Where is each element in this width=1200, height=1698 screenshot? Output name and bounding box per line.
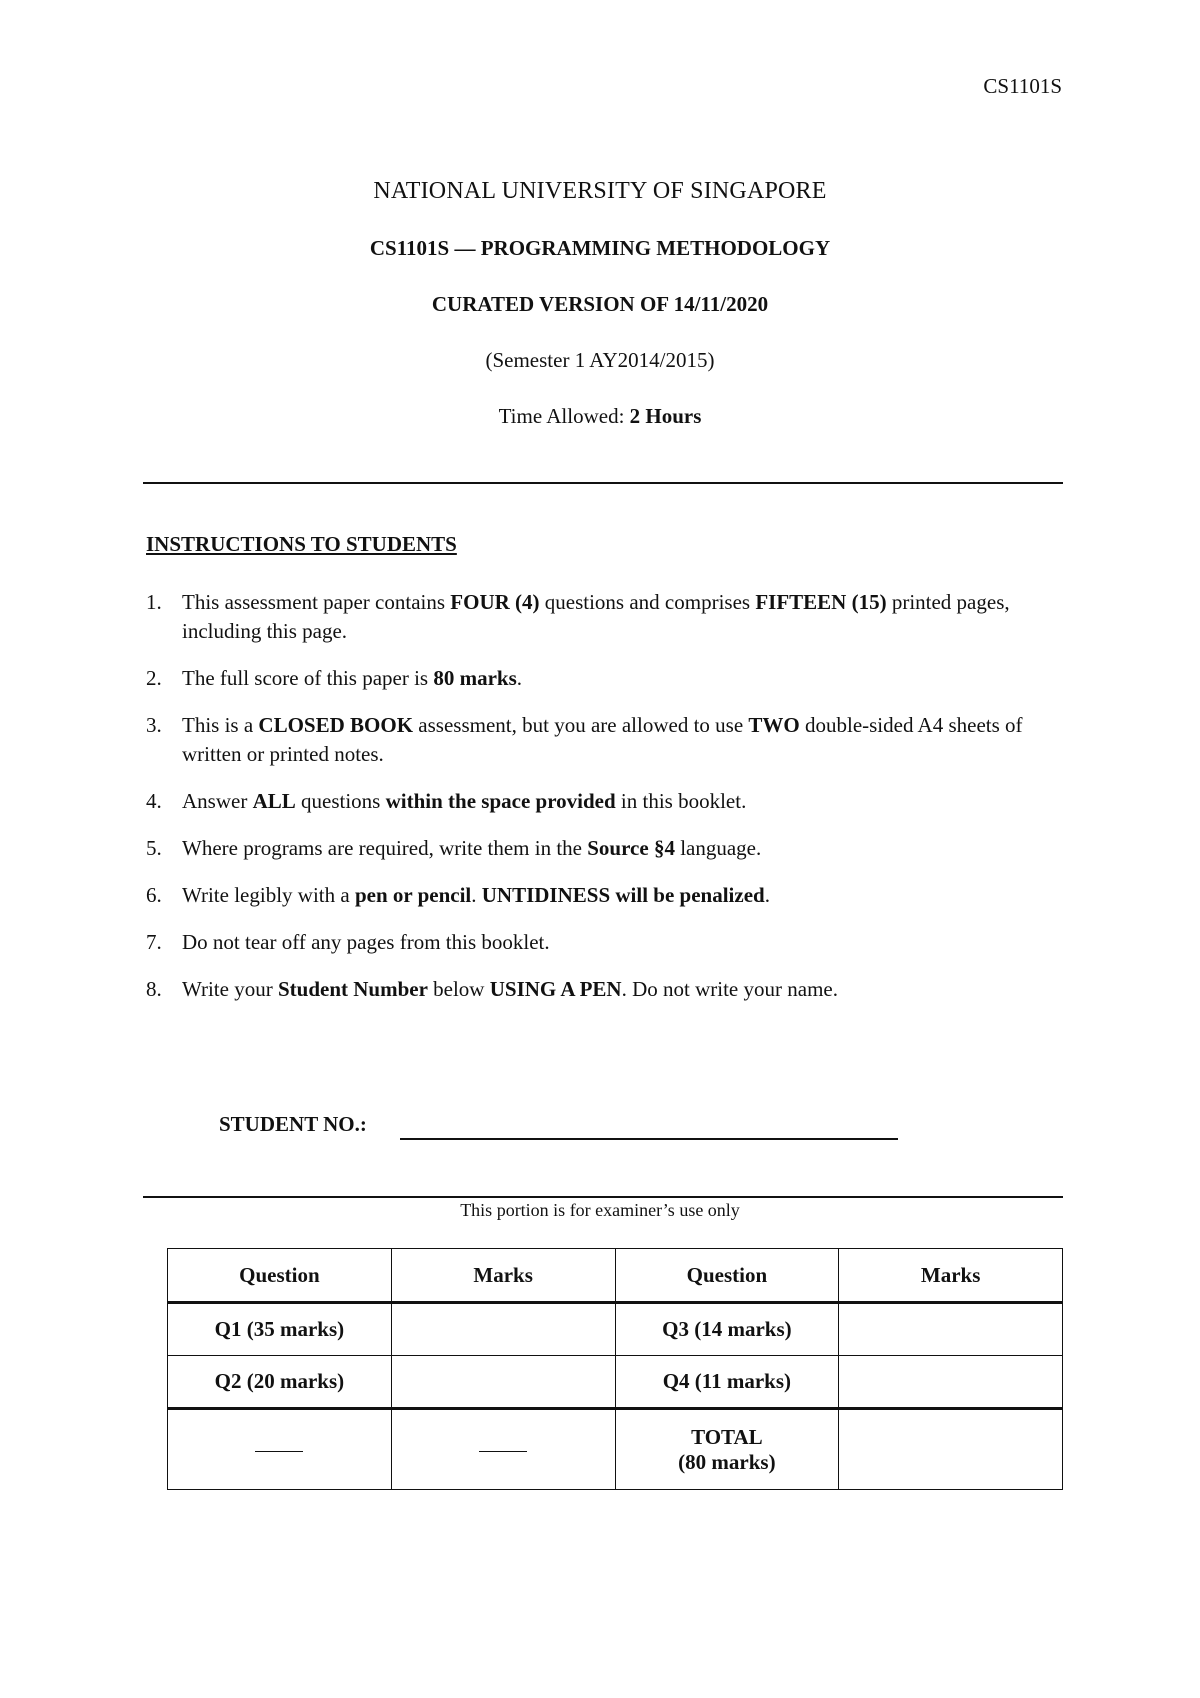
instruction-fragment: Do not tear off any pages from this booklet. — [182, 930, 550, 954]
instruction-fragment: This assessment paper contains — [182, 590, 451, 614]
question-cell: Q3 (14 marks) — [615, 1303, 839, 1356]
instruction-text — [182, 713, 1023, 766]
instruction-text — [182, 666, 522, 690]
total-row — [168, 1409, 1063, 1490]
marks-cell[interactable] — [839, 1356, 1063, 1409]
instruction-text — [182, 836, 761, 860]
instruction-number: 2. — [146, 666, 162, 690]
instruction-number: 3. — [146, 713, 162, 737]
instruction-number: 1. — [146, 590, 162, 614]
question-cell: Q2 (20 marks) — [168, 1356, 392, 1409]
instruction-number: 4. — [146, 789, 162, 813]
instruction-item — [146, 588, 1066, 646]
table-row — [168, 1303, 1063, 1356]
instruction-text — [182, 883, 770, 907]
dash-mark — [255, 1451, 303, 1452]
header-cell: Question — [168, 1249, 392, 1303]
marks-cell[interactable] — [839, 1303, 1063, 1356]
instruction-number: 7. — [146, 930, 162, 954]
instruction-fragment: . Do not write your name. — [621, 977, 838, 1001]
instruction-fragment: questions — [295, 789, 386, 813]
course-title: CS1101S — PROGRAMMING METHODOLOGY — [369, 236, 831, 260]
instruction-emphasis: USING A PEN — [489, 977, 622, 1001]
instruction-item — [146, 834, 1066, 863]
student-number-field[interactable] — [400, 1138, 898, 1140]
instructions-heading: INSTRUCTIONS TO STUDENTS — [146, 532, 457, 556]
instruction-fragment: This is a — [182, 713, 259, 737]
instruction-item — [146, 881, 1066, 910]
instruction-emphasis: Student Number — [277, 977, 428, 1001]
total-label: TOTAL — [691, 1424, 763, 1449]
divider — [143, 1196, 1063, 1198]
instruction-fragment: assessment, but you are allowed to use — [413, 713, 749, 737]
instruction-fragment: questions and comprises — [539, 590, 756, 614]
header-cell: Question — [615, 1249, 839, 1303]
marks-cell[interactable] — [391, 1356, 615, 1409]
instruction-item — [146, 928, 1066, 957]
instruction-fragment: Where programs are required, write them in the — [182, 836, 588, 860]
total-marks: (80 marks) — [678, 1449, 776, 1474]
instruction-fragment: . — [516, 666, 523, 690]
instruction-fragment: . — [764, 883, 770, 907]
total-label-cell — [615, 1409, 839, 1490]
question-cell: Q4 (11 marks) — [615, 1356, 839, 1409]
instruction-emphasis: within the space provided — [385, 789, 616, 813]
instruction-fragment: The full score of this paper is — [182, 666, 434, 690]
instruction-emphasis: ALL — [252, 789, 296, 813]
instruction-fragment: double-sided A4 sheets of written or printed notes. — [182, 713, 1023, 766]
header-cell: Marks — [839, 1249, 1063, 1303]
divider — [143, 482, 1063, 484]
instruction-fragment: printed pages, including this page. — [182, 590, 1010, 643]
table-row — [168, 1356, 1063, 1409]
instruction-text — [182, 789, 746, 813]
examiner-note: This portion is for examiner’s use only — [460, 1200, 740, 1220]
instruction-text — [182, 930, 550, 954]
instruction-emphasis: Source §4 — [587, 836, 675, 860]
instruction-item — [146, 787, 1066, 816]
question-cell: Q1 (35 marks) — [168, 1303, 392, 1356]
blank-cell — [391, 1409, 615, 1490]
instruction-emphasis: TWO — [748, 713, 800, 737]
instruction-emphasis: FIFTEEN (15) — [755, 590, 887, 614]
university-title: NATIONAL UNIVERSITY OF SINGAPORE — [373, 178, 827, 204]
instruction-emphasis: 80 marks — [433, 666, 517, 690]
instruction-fragment: Answer — [182, 789, 253, 813]
curated-version: CURATED VERSION OF 14/11/2020 — [431, 292, 769, 316]
table-header-row — [168, 1249, 1063, 1303]
marks-cell[interactable] — [391, 1303, 615, 1356]
marks-table — [167, 1248, 1063, 1490]
time-allowed-value: 2 Hours — [629, 404, 702, 428]
total-marks-cell[interactable] — [839, 1409, 1063, 1490]
instruction-item — [146, 711, 1066, 769]
instruction-text — [182, 977, 838, 1001]
instruction-emphasis: FOUR (4) — [450, 590, 540, 614]
instruction-emphasis: pen or pencil — [354, 883, 472, 907]
dash-mark — [479, 1451, 527, 1452]
blank-cell — [168, 1409, 392, 1490]
header-cell: Marks — [391, 1249, 615, 1303]
instruction-text — [182, 590, 1010, 643]
instruction-emphasis: CLOSED BOOK — [258, 713, 414, 737]
instruction-number: 6. — [146, 883, 162, 907]
instruction-item — [146, 664, 1066, 693]
header-course-code: CS1101S — [983, 74, 1062, 98]
student-number-label: STUDENT NO.: — [219, 1112, 367, 1136]
time-allowed-label: Time Allowed: — [498, 404, 630, 428]
semester-info: (Semester 1 AY2014/2015) — [485, 348, 715, 372]
instructions-list — [146, 588, 1066, 1022]
instruction-fragment: Write legibly with a — [182, 883, 355, 907]
instruction-number: 5. — [146, 836, 162, 860]
instruction-fragment: below — [427, 977, 490, 1001]
time-allowed — [0, 404, 1200, 429]
instruction-fragment: in this booklet. — [615, 789, 747, 813]
instruction-fragment: Write your — [182, 977, 278, 1001]
instruction-number: 8. — [146, 977, 162, 1001]
instruction-fragment: language. — [674, 836, 762, 860]
instruction-fragment: . — [471, 883, 482, 907]
instruction-item — [146, 975, 1066, 1004]
instruction-emphasis: UNTIDINESS will be penalized — [481, 883, 765, 907]
